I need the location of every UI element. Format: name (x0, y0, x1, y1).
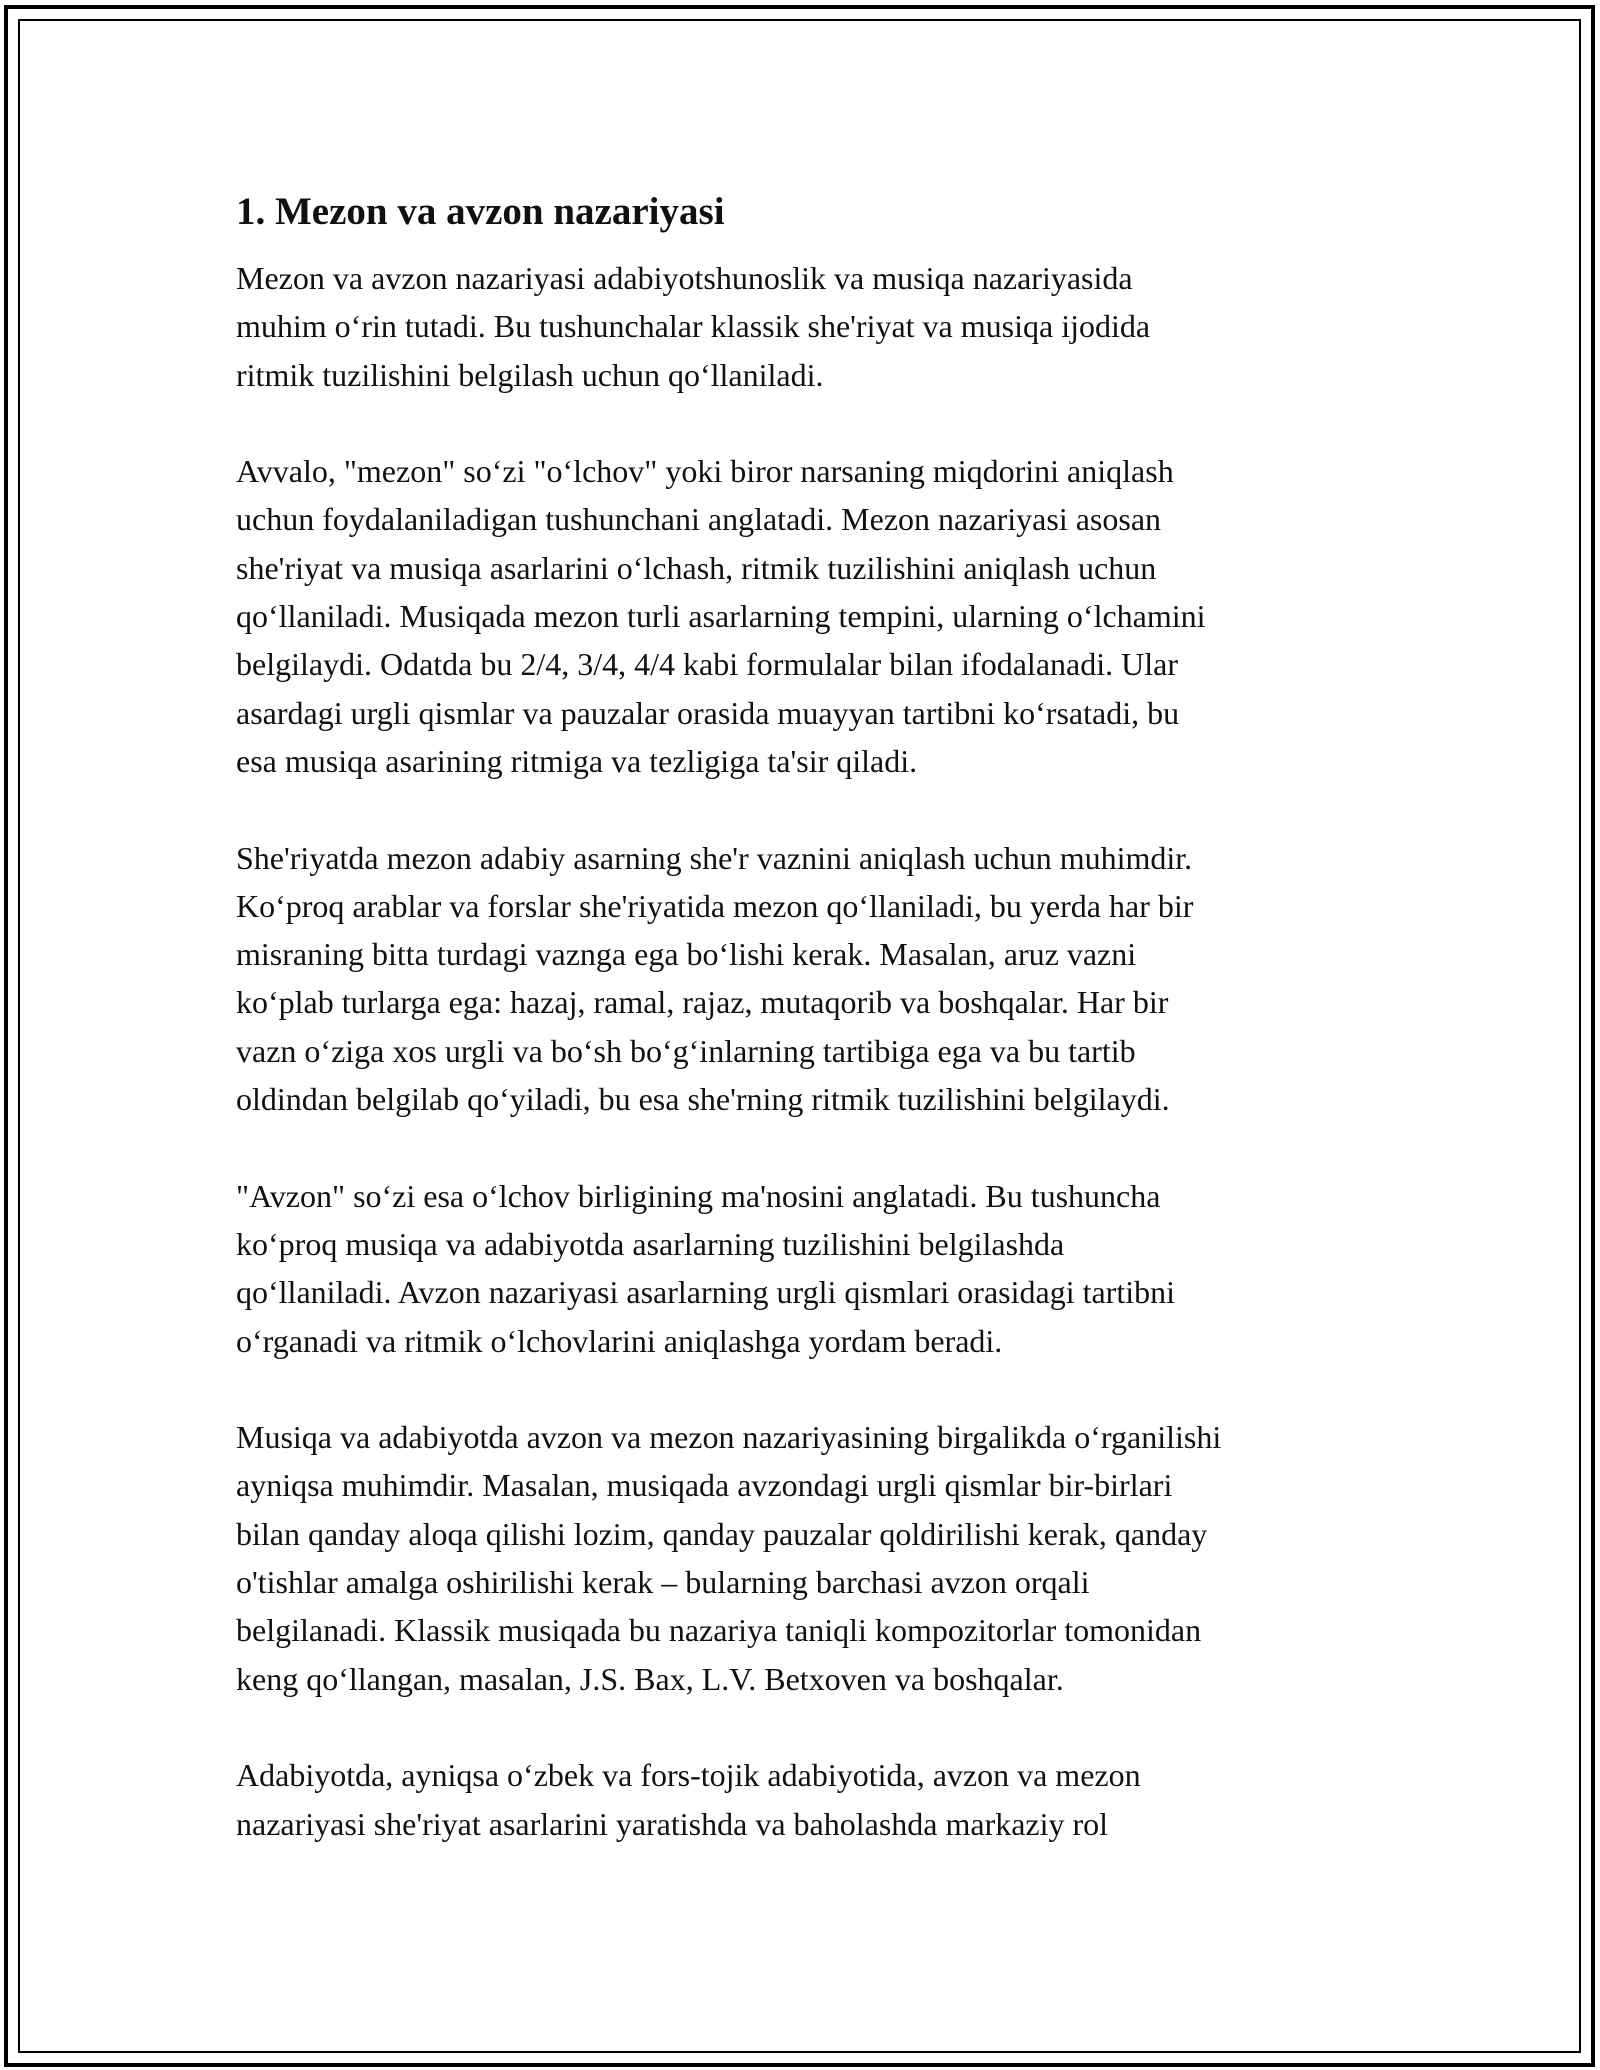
paragraph-5: Musiqa va adabiyotda avzon va mezon nazariyasining birgalikda o‘rganilishi ayniqsa muhimdir. Masalan, musiqada avzondagi urgli qismlar bir-birlari bilan qanday aloqa qilishi lozim, qanday pauzalar qoldirilishi kerak, qanday o'tishlar amalga oshirilishi kerak – bularning barchasi avzon orqali belgilanadi. Klassik musiqada bu nazariya taniqli kompozitorlar tomonidan keng qo‘llangan, masalan, J.S. Bax, L.V. Betxoven va boshqalar. (236, 1419, 1222, 1697)
paragraph-2: Avvalo, "mezon" so‘zi "o‘lchov" yoki biror narsaning miqdorini aniqlash uchun foydalaniladigan tushunchani anglatadi. Mezon nazariyasi asosan she'riyat va musiqa asarlarini o‘lchash, ritmik tuzilishini aniqlash uchun qo‘llaniladi. Musiqada mezon turli asarlarning tempini, ularning o‘lchamini belgilaydi. Odatda bu 2/4, 3/4, 4/4 kabi formulalar bilan ifodalanadi. Ular asardagi urgli qismlar va pauzalar orasida muayyan tartibni ko‘rsatadi, bu esa musiqa asarining ritmiga va tezligiga ta'sir qiladi. (236, 453, 1206, 779)
section-heading: 1. Mezon va avzon nazariyasi (236, 190, 725, 233)
paragraph-1: Mezon va avzon nazariyasi adabiyotshunoslik va musiqa nazariyasida muhim o‘rin tutadi. Bu tushunchalar klassik she'riyat va musiqa ijodida ritmik tuzilishini belgilash uchun qo‘llaniladi. (236, 260, 1151, 393)
paragraph-4: "Avzon" so‘zi esa o‘lchov birligining ma'nosini anglatadi. Bu tushuncha ko‘proq musiqa va adabiyotda asarlarning tuzilishini belgilashda qo‘llaniladi. Avzon nazariyasi asarlarning urgli qismlari orasidagi tartibni o‘rganadi va ritmik o‘lchovlarini aniqlashga yordam beradi. (236, 1177, 1175, 1359)
paragraph-3: She'riyatda mezon adabiy asarning she'r vaznini aniqlash uchun muhimdir. Ko‘proq arablar va forslar she'riyatida mezon qo‘llaniladi, bu yerda har bir misraning bitta turdagi vaznga ega bo‘lishi kerak. Masalan, aruz vazni ko‘plab turlarga ega: hazaj, ramal, rajaz, mutaqorib va boshqalar. Har bir vazn o‘ziga xos urgli va bo‘sh bo‘g‘inlarning tartibiga ega va bu tartib oldindan belgilab qo‘yiladi, bu esa she'rning ritmik tuzilishini belgilaydi. (236, 839, 1194, 1118)
document-body (236, 186, 1386, 1896)
paragraph-6: Adabiyotda, ayniqsa o‘zbek va fors-tojik adabiyotida, avzon va mezon nazariyasi she'riyat asarlarini yaratishda va baholashda markaziy rol (236, 1757, 1141, 1842)
